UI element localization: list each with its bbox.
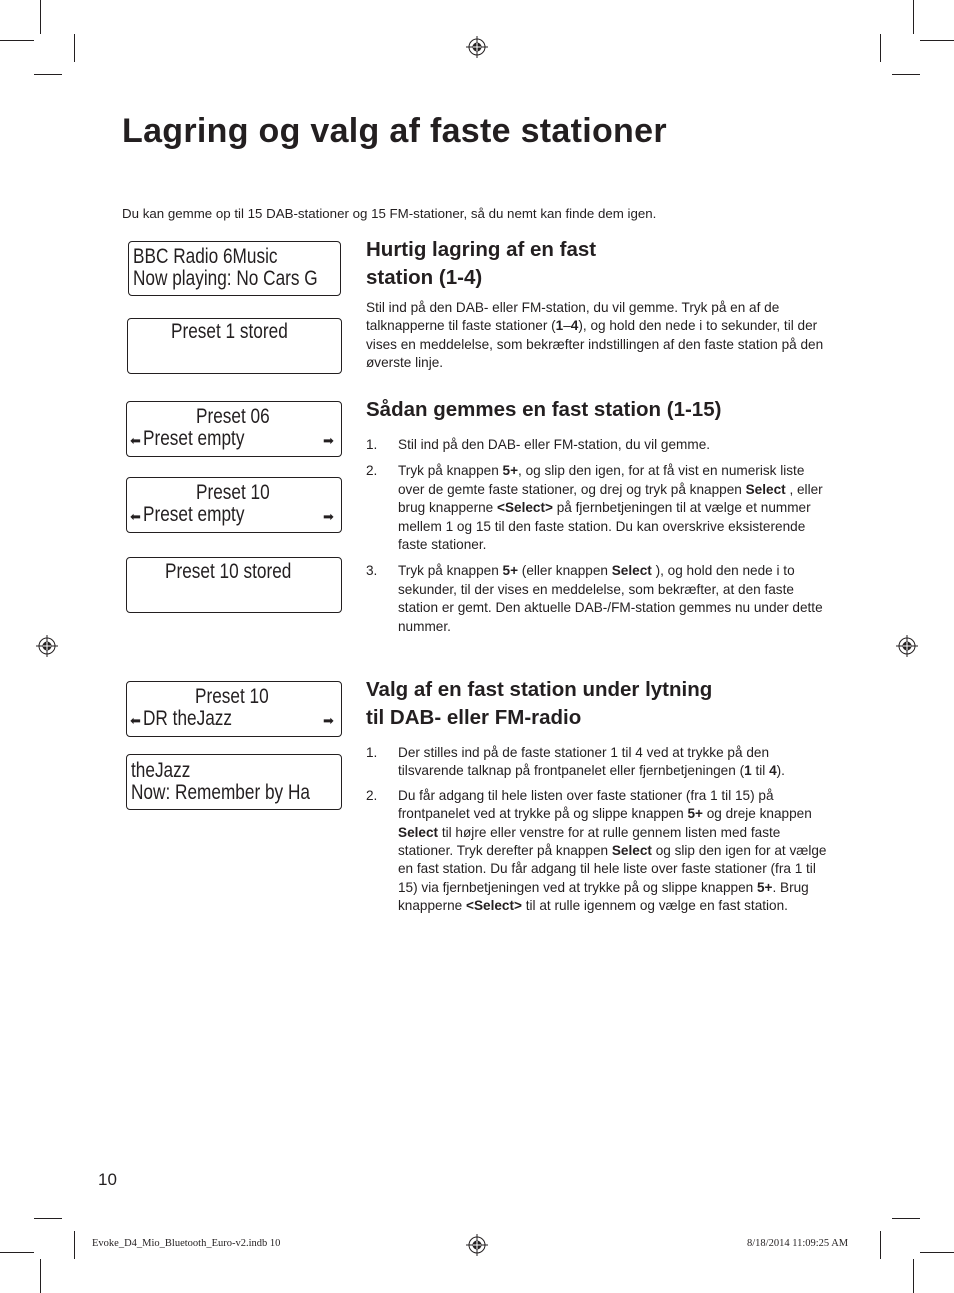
- save-preset-steps: [366, 436, 832, 636]
- lcd-line-1: theJazz: [131, 759, 191, 782]
- lcd-display: [128, 241, 341, 296]
- list-item: 3. Tryk på knappen 5+ (eller knappen Select ), og hold den nede i to sekunder, til der vises en meddelelse, som bekræfter, at den faste station er gemt. Den aktuelle DAB-/FM-station gemmes nu under dette nummer.: [366, 563, 823, 634]
- lcd-line-2: Preset empty: [143, 427, 245, 450]
- select-preset-steps: [366, 744, 832, 916]
- lcd-line-2: Now playing: No Cars G: [133, 267, 318, 290]
- lcd-line-1: BBC Radio 6Music: [133, 245, 278, 268]
- registration-mark-icon: [36, 635, 58, 657]
- lcd-line-1: Preset 10: [195, 685, 269, 708]
- page-number: 10: [98, 1170, 117, 1189]
- lcd-line-1: Preset 1 stored: [171, 320, 288, 343]
- arrow-right-icon: ➡: [323, 713, 334, 728]
- lcd-line-2: Now: Remember by Ha: [131, 781, 310, 804]
- arrow-left-icon: ⬅: [130, 713, 141, 728]
- list-item: 2. Tryk på knappen 5+, og slip den igen, for at få vist en numerisk liste over de gemte faste stationer, og drej og tryk på knappen Select , eller brug knapperne <Select> på fjernbetjeningen til at vælge et nummer mellem 1 og 15 til den faste station. Du kan overskrive eksisterende faste stationer.: [366, 463, 823, 553]
- quick-save-paragraph: Stil ind på den DAB- eller FM-station, du vil gemme. Tryk på en af de talknapperne til faste stationer (1–4), og hold den nede i to sekunder, til der vises en meddelelse, som bekræfter indstillingen af den faste station på den øverste linje.: [366, 300, 824, 371]
- page-title: Lagring og valg af faste stationer: [122, 112, 667, 150]
- lcd-line-1: Preset 06: [196, 405, 270, 428]
- lcd-line-2: DR theJazz: [143, 707, 233, 730]
- arrow-right-icon: ➡: [323, 433, 334, 448]
- list-item: 1. Stil ind på den DAB- eller FM-station, du vil gemme.: [366, 437, 711, 452]
- footer-file-name: Evoke_D4_Mio_Bluetooth_Euro-v2.indb 10: [92, 1238, 281, 1249]
- section-heading-select-preset: Valg af en fast station under lytning til DAB- eller FM-radio: [366, 678, 713, 729]
- lcd-line-1: Preset 10 stored: [165, 560, 292, 583]
- section-heading-quick-save: Hurtig lagring af en fast station (1-4): [366, 238, 597, 289]
- arrow-left-icon: ⬅: [130, 433, 141, 448]
- lcd-line-2: Preset empty: [143, 503, 245, 526]
- list-item: 2. Du får adgang til hele listen over faste stationer (fra 1 til 15) på frontpanelet ved at trykke på og slippe knappen 5+ og dreje knappen Select til højre eller venstre for at rulle gennem listen med faste stationer. Tryk derefter på knappen Select og slip den igen for at vælge en fast station. Du får adgang til hele liste over faste stationer (fra 1 til 15) via fjernbetjeningen ved at trykke på og slippe knappen 5+. Brug knapperne <Select> til at rulle igennem og vælge en fast station.: [366, 787, 827, 914]
- list-item: 1. Der stilles ind på de faste stationer 1 til 4 ved at trykke på den tilsvarende talknap på frontpanelet eller fjernbetjeningen (1 til 4).: [366, 745, 785, 779]
- lcd-display: [126, 754, 342, 810]
- section-heading-save-preset: Sådan gemmes en fast station (1-15): [366, 398, 722, 421]
- lcd-display: [126, 681, 342, 737]
- lcd-display: [126, 401, 342, 457]
- arrow-right-icon: ➡: [323, 509, 334, 524]
- footer-timestamp: 8/18/2014 11:09:25 AM: [747, 1238, 849, 1249]
- lcd-line-1: Preset 10: [196, 481, 270, 504]
- intro-text: Du kan gemme op til 15 DAB-stationer og 15 FM-stationer, så du nemt kan finde dem igen.: [122, 206, 657, 221]
- arrow-left-icon: ⬅: [130, 509, 141, 524]
- registration-mark-icon: [896, 635, 918, 657]
- lcd-display: [127, 318, 342, 374]
- lcd-display: [126, 477, 342, 533]
- registration-mark-icon: [466, 1234, 488, 1256]
- registration-mark-icon: [466, 36, 488, 58]
- lcd-display: [126, 557, 342, 613]
